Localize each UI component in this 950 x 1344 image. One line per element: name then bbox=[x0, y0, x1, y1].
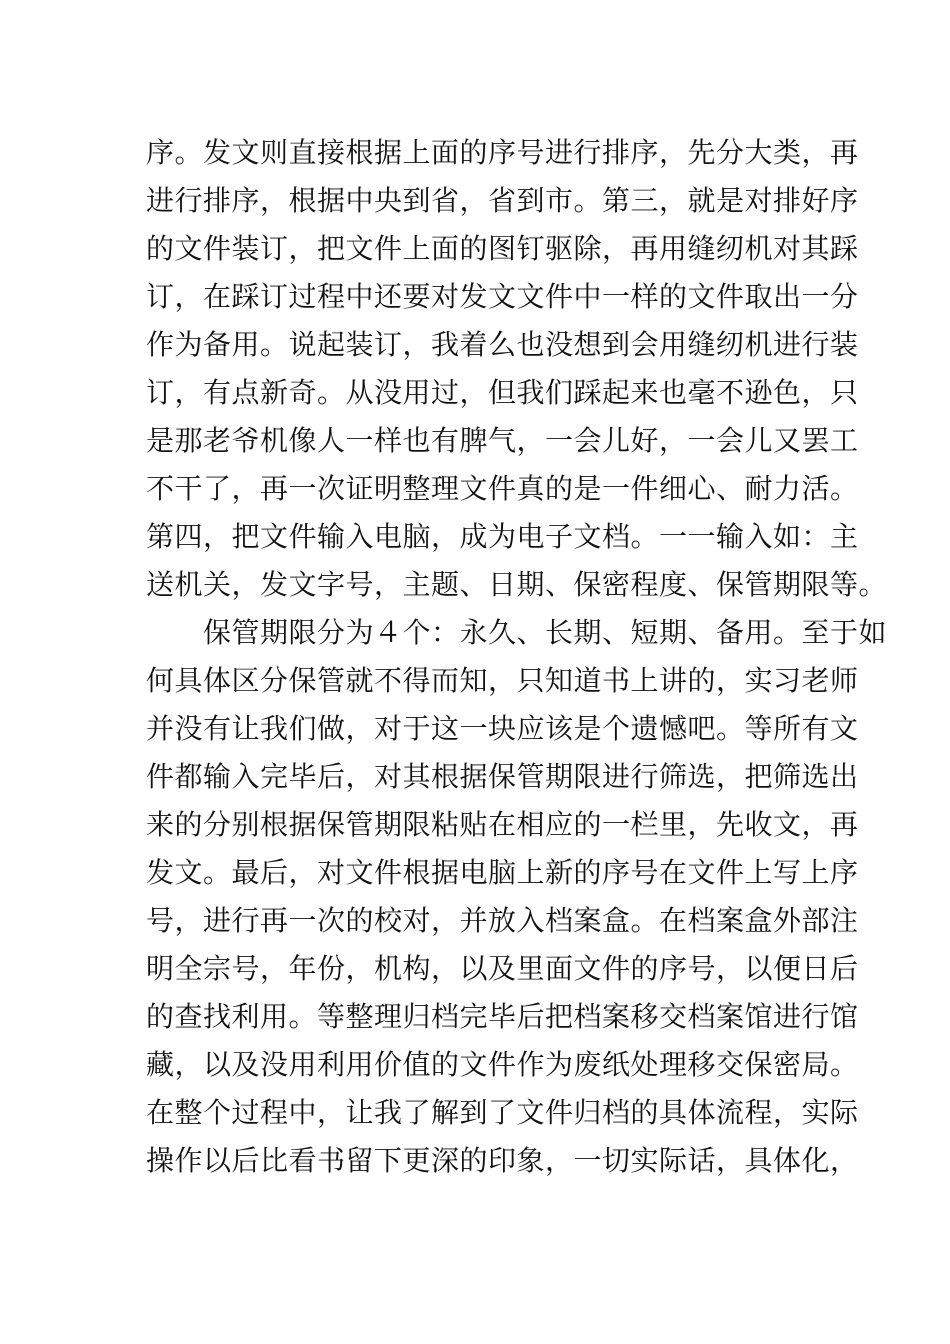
text-line: 订，有点新奇。从没用过，但我们踩起来也毫不逊色，只 bbox=[146, 376, 859, 409]
text-line: 藏，以及没用利用价值的文件作为废纸处理移交保密局。 bbox=[146, 1048, 859, 1081]
text-line: 操作以后比看书留下更深的印象，一切实际话，具体化， bbox=[146, 1144, 859, 1177]
body-text bbox=[146, 129, 888, 1185]
text-line: 件都输入完毕后，对其根据保管期限进行筛选，把筛选出 bbox=[146, 760, 859, 793]
text-line: 是那老爷机像人一样也有脾气，一会儿好，一会儿又罢工 bbox=[146, 424, 859, 457]
text-line: 不干了，再一次证明整理文件真的是一件细心、耐力活。 bbox=[146, 472, 859, 505]
text-line: 序。发文则直接根据上面的序号进行排序，先分大类，再 bbox=[146, 136, 859, 169]
text-line: 进行排序，根据中央到省，省到市。第三，就是对排好序 bbox=[146, 184, 859, 217]
text-line: 送机关，发文字号，主题、日期、保密程度、保管期限等。 bbox=[146, 568, 888, 601]
text-line: 在整个过程中，让我了解到了文件归档的具体流程，实际 bbox=[146, 1096, 859, 1129]
text-line: 号，进行再一次的校对，并放入档案盒。在档案盒外部注 bbox=[146, 904, 859, 937]
text-line: 的文件装订，把文件上面的图钉驱除，再用缝纫机对其踩 bbox=[146, 232, 859, 265]
text-line: 何具体区分保管就不得而知，只知道书上讲的，实习老师 bbox=[146, 664, 859, 697]
text-line: 并没有让我们做，对于这一块应该是个遗憾吧。等所有文 bbox=[146, 712, 859, 745]
text-line: 作为备用。说起装订，我着么也没想到会用缝纫机进行装 bbox=[146, 328, 859, 361]
text-line: 订，在踩订过程中还要对发文文件中一样的文件取出一分 bbox=[146, 280, 859, 313]
text-line: 的查找利用。等整理归档完毕后把档案移交档案馆进行馆 bbox=[146, 1000, 859, 1033]
text-line: 发文。最后，对文件根据电脑上新的序号在文件上写上序 bbox=[146, 856, 859, 889]
text-line: 明全宗号，年份，机构，以及里面文件的序号，以便日后 bbox=[146, 952, 859, 985]
text-line: 来的分别根据保管期限粘贴在相应的一栏里，先收文，再 bbox=[146, 808, 859, 841]
text-line: 第四，把文件输入电脑，成为电子文档。一一输入如：主 bbox=[146, 520, 859, 553]
paragraph-start-line: 保管期限分为４个：永久、长期、短期、备用。至于如 bbox=[146, 616, 888, 649]
